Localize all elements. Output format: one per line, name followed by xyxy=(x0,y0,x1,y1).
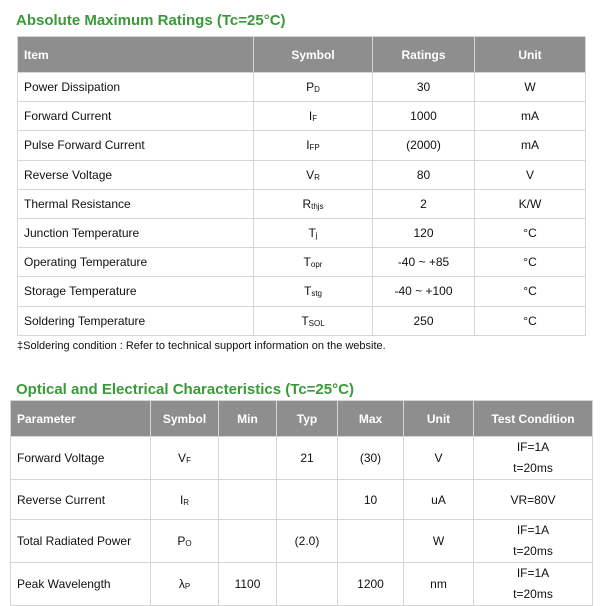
max-cell: 1200 xyxy=(338,563,404,606)
unit-cell: V xyxy=(404,437,474,480)
table-row xyxy=(11,520,593,563)
header-unit: Unit xyxy=(475,37,586,73)
item-cell: Pulse Forward Current xyxy=(18,131,254,160)
item-cell: Storage Temperature xyxy=(18,277,254,306)
symbol-cell xyxy=(254,102,373,131)
symbol-main: V xyxy=(178,451,187,465)
rating-cell: 30 xyxy=(373,73,475,102)
item-cell: Power Dissipation xyxy=(18,73,254,102)
symbol-subscript: opr xyxy=(310,260,323,270)
rating-cell: 2 xyxy=(373,189,475,218)
header-parameter: Parameter xyxy=(11,401,151,437)
symbol-cell xyxy=(151,480,219,520)
rating-cell: 120 xyxy=(373,218,475,247)
symbol-subscript: O xyxy=(185,539,192,548)
symbol-cell xyxy=(254,189,373,218)
symbol-subscript: stg xyxy=(311,289,322,299)
header-ratings: Ratings xyxy=(373,37,475,73)
symbol-main: I xyxy=(179,492,184,507)
symbol-subscript: F xyxy=(186,456,191,465)
max-cell: 10 xyxy=(338,480,404,520)
test-condition-line: t=20ms xyxy=(513,544,553,558)
min-cell xyxy=(219,480,277,520)
header-item: Item xyxy=(18,37,254,73)
table-row xyxy=(11,437,593,480)
min-cell: 1100 xyxy=(219,563,277,606)
unit-cell: uA xyxy=(404,480,474,520)
unit-cell: °C xyxy=(475,218,586,247)
test-condition-cell xyxy=(474,480,593,520)
symbol-main: P xyxy=(177,534,186,548)
unit-cell: mA xyxy=(475,102,586,131)
symbol-subscript: j xyxy=(315,231,318,241)
rating-cell: -40 ~ +85 xyxy=(373,248,475,277)
item-cell: Forward Current xyxy=(18,102,254,131)
item-cell: Thermal Resistance xyxy=(18,189,254,218)
symbol-main: T xyxy=(303,255,311,270)
item-cell: Reverse Voltage xyxy=(18,160,254,189)
rating-cell: -40 ~ +100 xyxy=(373,277,475,306)
header-symbol: Symbol xyxy=(254,37,373,73)
optical-electrical-table xyxy=(10,400,593,606)
symbol-main: V xyxy=(306,167,315,182)
min-cell xyxy=(219,520,277,563)
header-test-condition: Test Condition xyxy=(474,401,593,437)
header-unit: Unit xyxy=(404,401,474,437)
symbol-main: T xyxy=(303,284,312,299)
typ-cell xyxy=(277,563,338,606)
table-header-row xyxy=(11,401,593,437)
table-row xyxy=(18,248,586,277)
rating-cell: 1000 xyxy=(373,102,475,131)
soldering-note: ‡Soldering condition : Refer to technical support information on the website. xyxy=(17,340,386,352)
symbol-main: T xyxy=(308,226,316,241)
symbol-subscript: FP xyxy=(309,143,320,153)
min-cell xyxy=(219,437,277,480)
table-row xyxy=(18,189,586,218)
table-row xyxy=(18,277,586,306)
symbol-cell xyxy=(151,520,219,563)
parameter-cell: Total Radiated Power xyxy=(11,520,151,563)
table-row xyxy=(18,102,586,131)
unit-cell: °C xyxy=(475,248,586,277)
typ-cell xyxy=(277,480,338,520)
table-row xyxy=(18,131,586,160)
unit-cell: °C xyxy=(475,306,586,335)
unit-cell: W xyxy=(475,73,586,102)
symbol-cell xyxy=(254,218,373,247)
symbol-main: P xyxy=(306,80,315,95)
header-symbol: Symbol xyxy=(151,401,219,437)
unit-cell: nm xyxy=(404,563,474,606)
header-min: Min xyxy=(219,401,277,437)
test-condition-line: IF=1A xyxy=(516,523,550,537)
item-cell: Soldering Temperature xyxy=(18,306,254,335)
table-row xyxy=(11,480,593,520)
rating-cell: 250 xyxy=(373,306,475,335)
parameter-cell: Reverse Current xyxy=(11,480,151,520)
max-cell xyxy=(338,520,404,563)
symbol-main: R xyxy=(302,196,312,211)
rating-cell: 80 xyxy=(373,160,475,189)
test-condition-cell xyxy=(474,520,593,563)
test-condition-line: VR=80V xyxy=(510,492,556,507)
test-condition-cell xyxy=(474,437,593,480)
typ-cell: 21 xyxy=(277,437,338,480)
test-condition-line: IF=1A xyxy=(516,566,550,580)
table-header-row xyxy=(18,37,586,73)
rating-cell: (2000) xyxy=(373,131,475,160)
test-condition-cell xyxy=(474,563,593,606)
symbol-subscript: F xyxy=(312,114,318,124)
header-max: Max xyxy=(338,401,404,437)
symbol-subscript: D xyxy=(314,85,320,95)
symbol-cell xyxy=(254,277,373,306)
table-row xyxy=(18,218,586,247)
max-cell: (30) xyxy=(338,437,404,480)
symbol-subscript: P xyxy=(184,582,191,591)
unit-cell: K/W xyxy=(475,189,586,218)
symbol-cell xyxy=(254,73,373,102)
parameter-cell: Forward Voltage xyxy=(11,437,151,480)
symbol-cell xyxy=(151,437,219,480)
table-row xyxy=(11,563,593,606)
test-condition-line: t=20ms xyxy=(513,461,553,475)
item-cell: Junction Temperature xyxy=(18,218,254,247)
symbol-subscript: R xyxy=(314,172,320,182)
symbol-subscript: R xyxy=(183,497,190,507)
item-cell: Operating Temperature xyxy=(18,248,254,277)
unit-cell: W xyxy=(404,520,474,563)
header-typ: Typ xyxy=(277,401,338,437)
typ-cell: (2.0) xyxy=(277,520,338,563)
symbol-main: T xyxy=(301,313,309,328)
amr-section-title: Absolute Maximum Ratings (Tc=25°C) xyxy=(16,12,286,29)
test-condition-line: t=20ms xyxy=(513,587,553,601)
unit-cell: V xyxy=(475,160,586,189)
symbol-subscript: SOL xyxy=(308,318,325,328)
test-condition-line: IF=1A xyxy=(516,440,550,454)
symbol-main: λ xyxy=(178,577,185,591)
table-row xyxy=(18,73,586,102)
parameter-cell: Peak Wavelength xyxy=(11,563,151,606)
symbol-cell xyxy=(254,160,373,189)
oec-section-title: Optical and Electrical Characteristics (Tc=25°C) xyxy=(16,381,354,398)
symbol-main: I xyxy=(306,138,310,153)
symbol-cell xyxy=(254,306,373,335)
absolute-maximum-ratings-table xyxy=(17,36,586,336)
unit-cell: °C xyxy=(475,277,586,306)
symbol-cell xyxy=(151,563,219,606)
symbol-main: I xyxy=(308,109,313,124)
unit-cell: mA xyxy=(475,131,586,160)
symbol-cell xyxy=(254,248,373,277)
symbol-subscript: thjs xyxy=(311,201,324,211)
symbol-cell xyxy=(254,131,373,160)
table-row xyxy=(18,160,586,189)
table-row xyxy=(18,306,586,335)
